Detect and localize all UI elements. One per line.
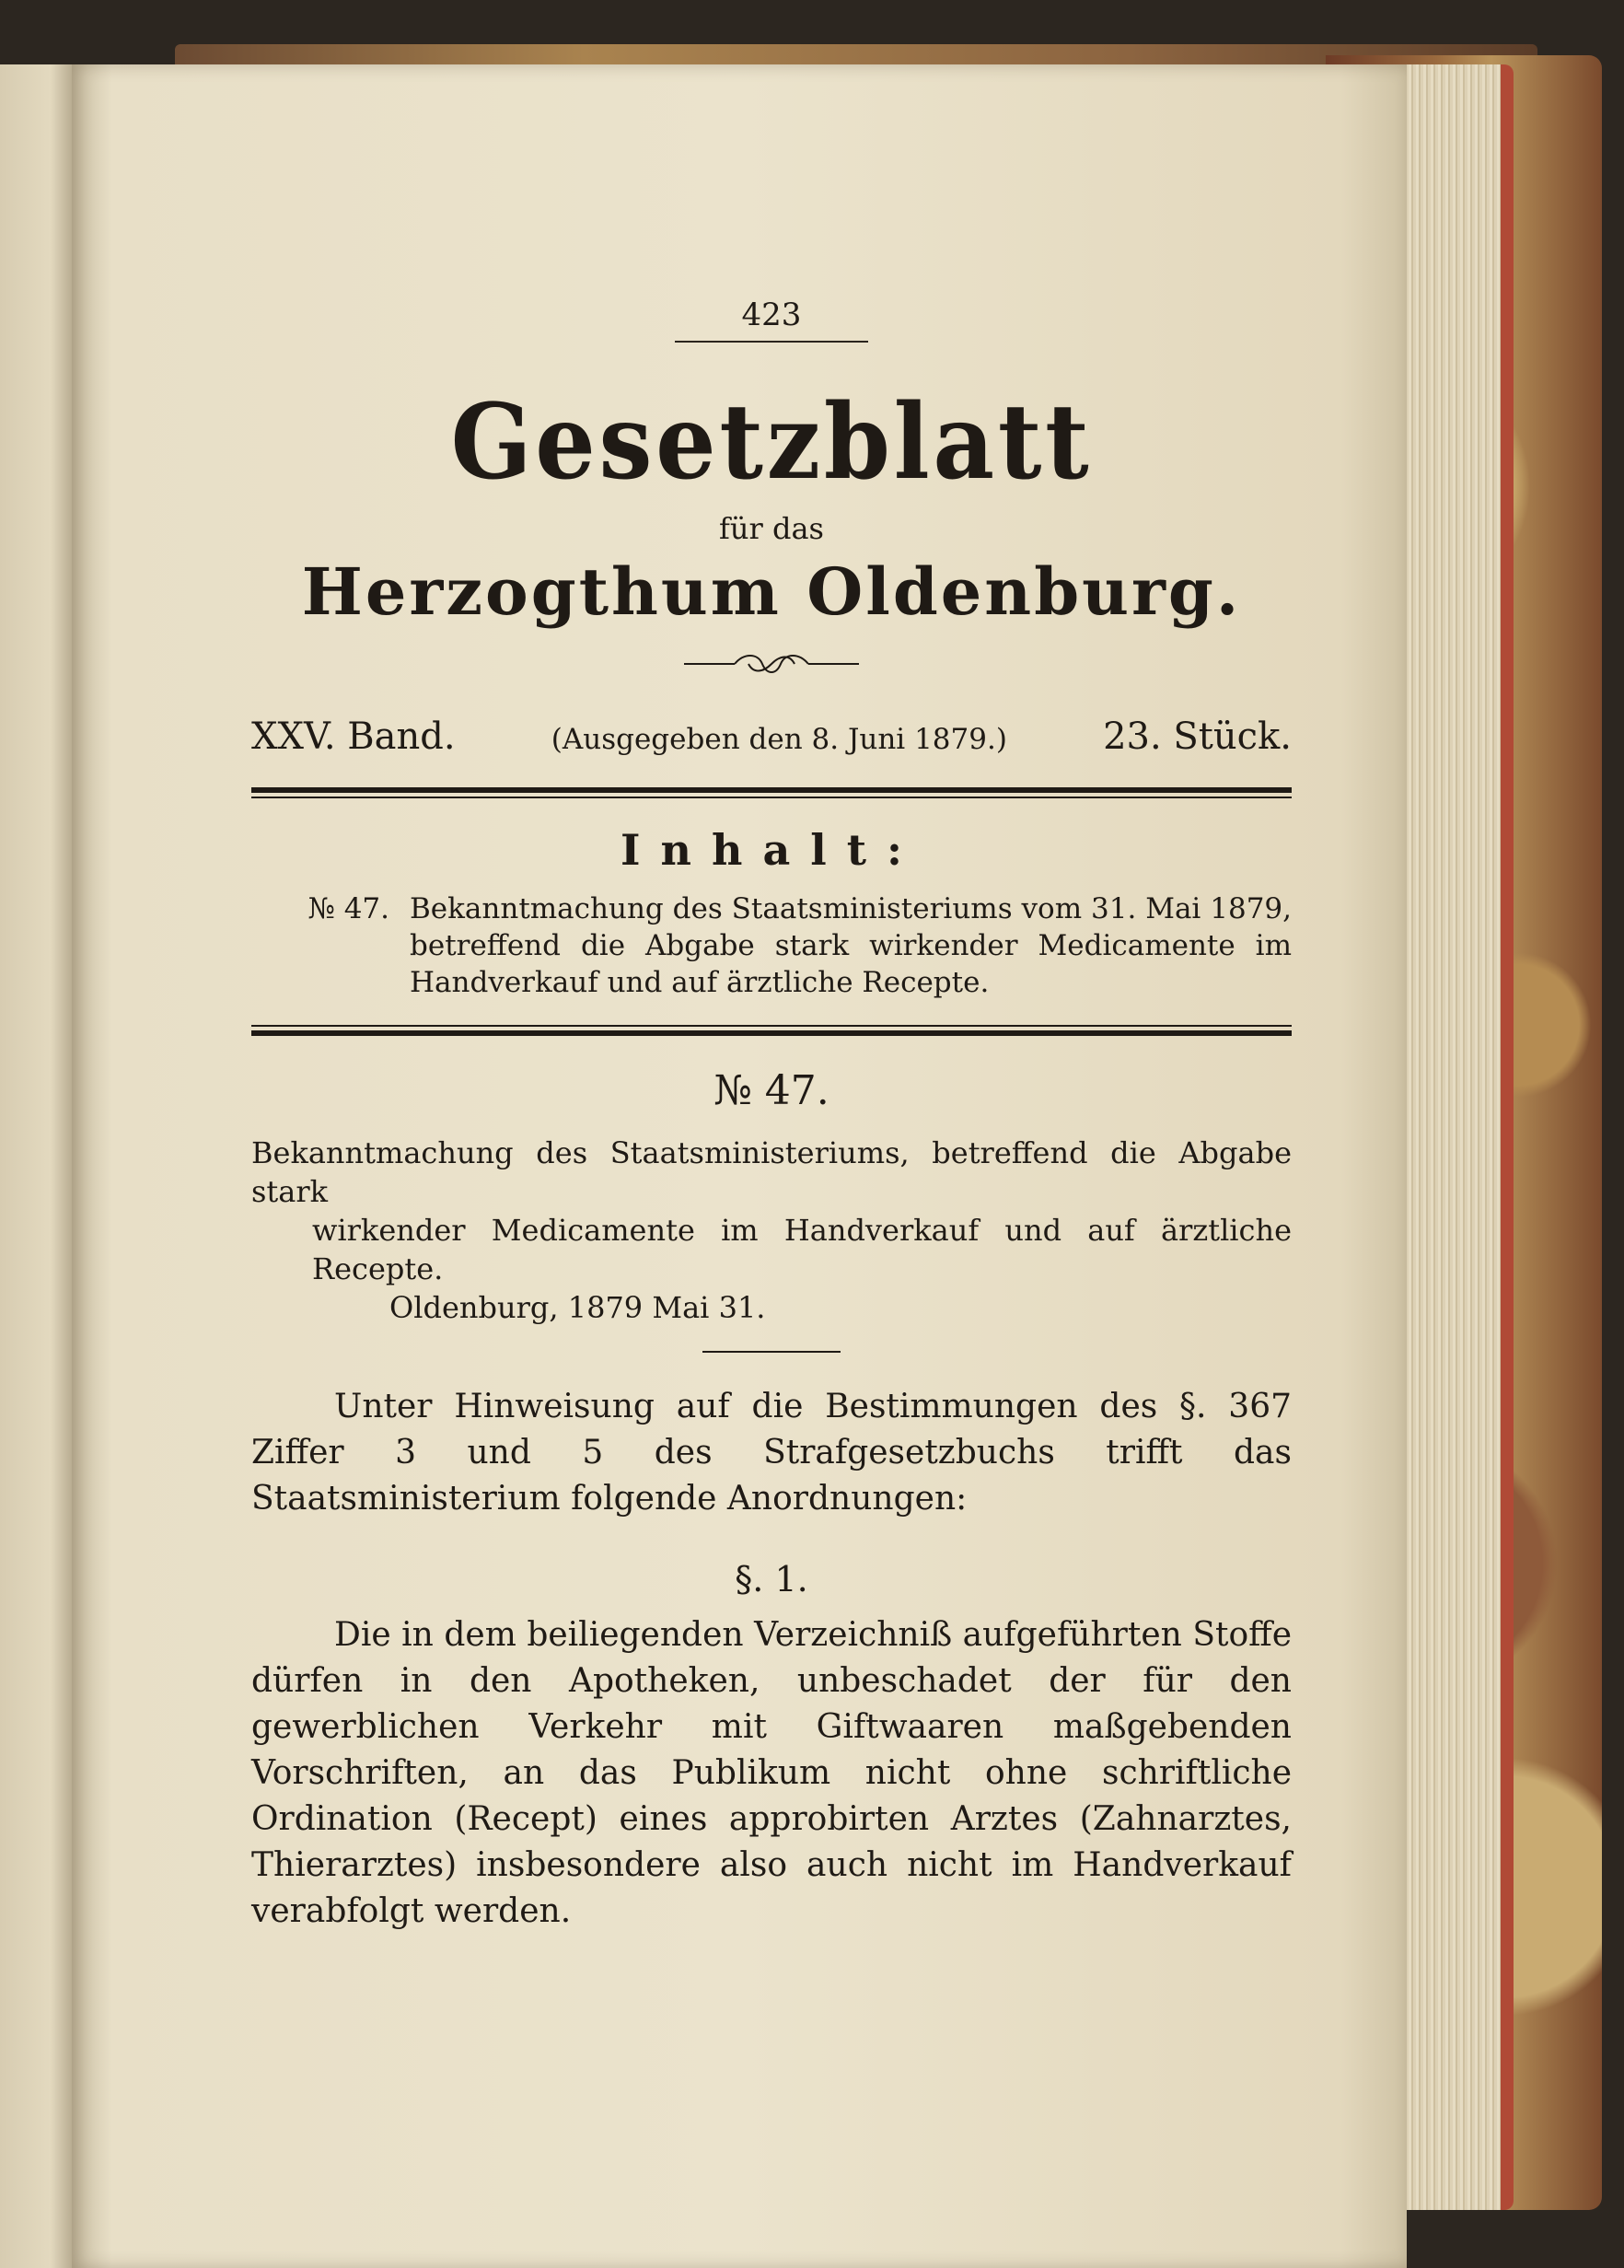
page-number-rule: [675, 341, 868, 343]
decree-number: № 47.: [713, 1067, 829, 1114]
ornament-divider-icon: [251, 650, 1292, 687]
masthead-title: Gesetzblatt: [450, 382, 1093, 503]
section-label: §. 1.: [735, 1559, 808, 1599]
part-label: 23. Stück.: [1103, 715, 1292, 758]
decree-preamble: Unter Hinweisung auf die Bestimmungen des §. 367 Ziffer 3 und 5 des Strafgesetzbuchs trifft das Staatsministerium folgende Anordnungen:: [251, 1388, 1292, 1518]
facing-page-edge: [0, 64, 72, 2268]
contents-entry: [251, 890, 1292, 1001]
decree-title-line2: wirkender Medicamente im Handverkauf und auf ärztliche Recepte.: [312, 1213, 1292, 1286]
decree-title: [251, 1134, 1292, 1327]
divider-rule-2: [251, 1025, 1292, 1036]
masthead-subtitle: für das: [719, 511, 824, 546]
decree-place-date: Oldenburg, 1879 Mai 31.: [389, 1290, 766, 1325]
page-number: 423: [741, 297, 802, 333]
short-rule: [702, 1351, 841, 1353]
divider-rule: [251, 787, 1292, 798]
decree-title-line1: Bekanntmachung des Staatsministeriums, betreffend die Abgabe stark: [251, 1135, 1292, 1209]
page-content: [251, 295, 1292, 1968]
book-page: [72, 64, 1407, 2268]
issue-date: (Ausgegeben den 8. Juni 1879.): [551, 723, 1007, 756]
volume-label: XXV. Band.: [251, 715, 456, 758]
page-number-block: [251, 295, 1292, 343]
masthead-region: Herzogthum Oldenburg.: [301, 553, 1242, 630]
section-text: Die in dem beiliegenden Verzeichniß aufgeführten Stoffe dürfen in den Apotheken, unbeschadet der für den gewerblichen Verkehr mit Giftwaaren maßgebenden Vorschriften, an das Publikum nicht ohne schriftliche Ordination (Recept) eines approbirten Arztes (Zahnarztes, Thierarztes) insbesondere also auch nicht im Handverkauf verabfolgt werden.: [251, 1616, 1292, 1930]
issue-line: [251, 711, 1292, 765]
contents-entry-number: № 47.: [307, 892, 389, 925]
contents-entry-text: Bekanntmachung des Staatsministeriums vom 31. Mai 1879, betreffend die Abgabe stark wirkender Medicamente im Handverkauf und auf ärztliche Recepte.: [410, 892, 1292, 999]
contents-heading: Inhalt:: [621, 825, 922, 875]
